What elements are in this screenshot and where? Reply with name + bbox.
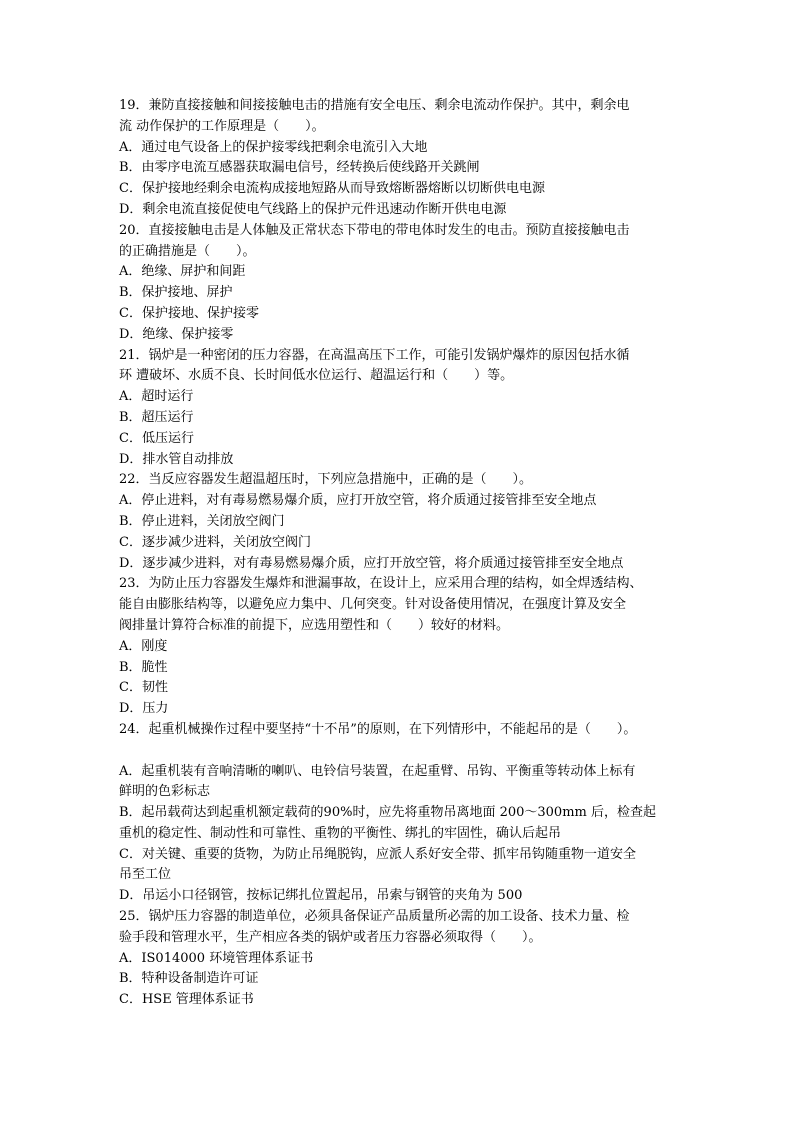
blank-line — [119, 741, 689, 762]
option-a: A．绝缘、屏护和间距 — [119, 264, 246, 280]
option-d: D．吊运小口径钢管，按标记绑扎位置起吊，吊索与钢管的夹角为 500 — [119, 888, 523, 904]
question-stem: 环 遭破坏、水质不良、长时间低水位运行、超温运行和（ ）等。 — [119, 368, 514, 384]
option-b-continued: 重机的稳定性、制动性和可靠性、重物的平衡性、绑扎的牢固性，确认后起吊 — [119, 825, 562, 841]
option-c: C．低压运行 — [119, 430, 194, 446]
option-c: C．保护接地、保护接零 — [119, 305, 259, 321]
option-b: B．由零序电流互感器获取漏电信号，经转换后使线路开关跳闸 — [119, 160, 480, 176]
option-d: D．逐步减少进料，对有毒易燃易爆介质，应打开放空管，将介质通过接管排至安全地点 — [119, 555, 624, 571]
question-20 — [119, 221, 689, 346]
option-a-continued: 鲜明的色彩标志 — [119, 784, 211, 800]
question-25 — [119, 907, 689, 1011]
option-b: B．脆性 — [119, 659, 168, 675]
option-c: C．韧性 — [119, 680, 168, 696]
option-a: A．停止进料，对有毒易燃易爆介质，应打开放空管，将介质通过接管排至安全地点 — [119, 493, 597, 509]
option-d: D．压力 — [119, 701, 169, 717]
option-b: B．超压运行 — [119, 409, 194, 425]
option-a: A．通过电气设备上的保护接零线把剩余电流引入大地 — [119, 139, 428, 155]
option-c: C．保护接地经剩余电流构成接地短路从而导致熔断器熔断以切断供电电源 — [119, 181, 545, 197]
option-b: B．起吊载荷达到起重机额定载荷的90%时，应先将重物吊离地面 200～300mm 后，检查起 — [119, 805, 656, 821]
option-c: C．逐步减少进料，关闭放空阀门 — [119, 534, 311, 550]
question-19 — [119, 96, 689, 221]
question-stem: 能自由膨胀结构等，以避免应力集中、几何突变。针对设备使用情况，在强度计算及安全 — [119, 597, 627, 613]
question-stem: 21．锅炉是一种密闭的压力容器，在高温高压下工作，可能引发锅炉爆炸的原因包括水循 — [119, 347, 630, 363]
option-b: B．停止进料，关闭放空阀门 — [119, 513, 285, 529]
question-stem: 流 动作保护的工作原理是（ ）。 — [119, 118, 325, 134]
question-stem: 验手段和管理水平，生产相应各类的锅炉或者压力容器必须取得（ ）。 — [119, 929, 542, 945]
question-24 — [119, 720, 689, 907]
question-stem: 25．锅炉压力容器的制造单位，必须具备保证产品质量所必需的加工设备、技术力量、检 — [119, 909, 630, 925]
question-stem: 22．当反应容器发生超温超压时，下列应急措施中，正确的是（ ）。 — [119, 472, 533, 488]
question-22 — [119, 470, 689, 574]
question-stem: 阀排量计算符合标准的前提下，应选用塑性和（ ）较好的材料。 — [119, 617, 510, 633]
option-c: C．HSE 管理体系证书 — [119, 992, 254, 1008]
option-a: A．IS014000 环境管理体系证书 — [119, 950, 314, 966]
option-a: A．起重机装有音响清晰的喇叭、电铃信号装置，在起重臂、吊钩、平衡重等转动体上标有 — [119, 763, 636, 779]
option-b: B．特种设备制造许可证 — [119, 971, 259, 987]
option-d: D．绝缘、保护接零 — [119, 326, 234, 342]
option-c: C．对关键、重要的货物，为防止吊绳脱钩，应派人系好安全带、抓牢吊钩随重物一道安全 — [119, 846, 636, 862]
question-stem: 的正确措施是（ ）。 — [119, 243, 256, 259]
option-c-continued: 吊至工位 — [119, 867, 172, 883]
exam-page — [119, 96, 689, 1011]
option-b: B．保护接地、屏护 — [119, 285, 233, 301]
question-stem: 19．兼防直接接触和间接接触电击的措施有安全电压、剩余电流动作保护。其中，剩余电 — [119, 98, 630, 113]
question-21 — [119, 346, 689, 471]
question-23 — [119, 574, 689, 720]
option-d: D．剩余电流直接促使电气线路上的保护元件迅速动作断开供电电源 — [119, 201, 507, 217]
question-stem: 20．直接接触电击是人体触及正常状态下带电的带电体时发生的电击。预防直接接触电击 — [119, 222, 630, 238]
question-stem: 23．为防止压力容器发生爆炸和泄漏事故，在设计上，应采用合理的结构，如全焊透结构、 — [119, 576, 643, 592]
option-a: A．超时运行 — [119, 389, 194, 405]
option-d: D．排水管自动排放 — [119, 451, 234, 467]
question-stem: 24．起重机械操作过程中要坚持“十不吊”的原则，在下列情形中，不能起吊的是（ ）。 — [119, 721, 637, 737]
option-a: A．刚度 — [119, 638, 168, 654]
